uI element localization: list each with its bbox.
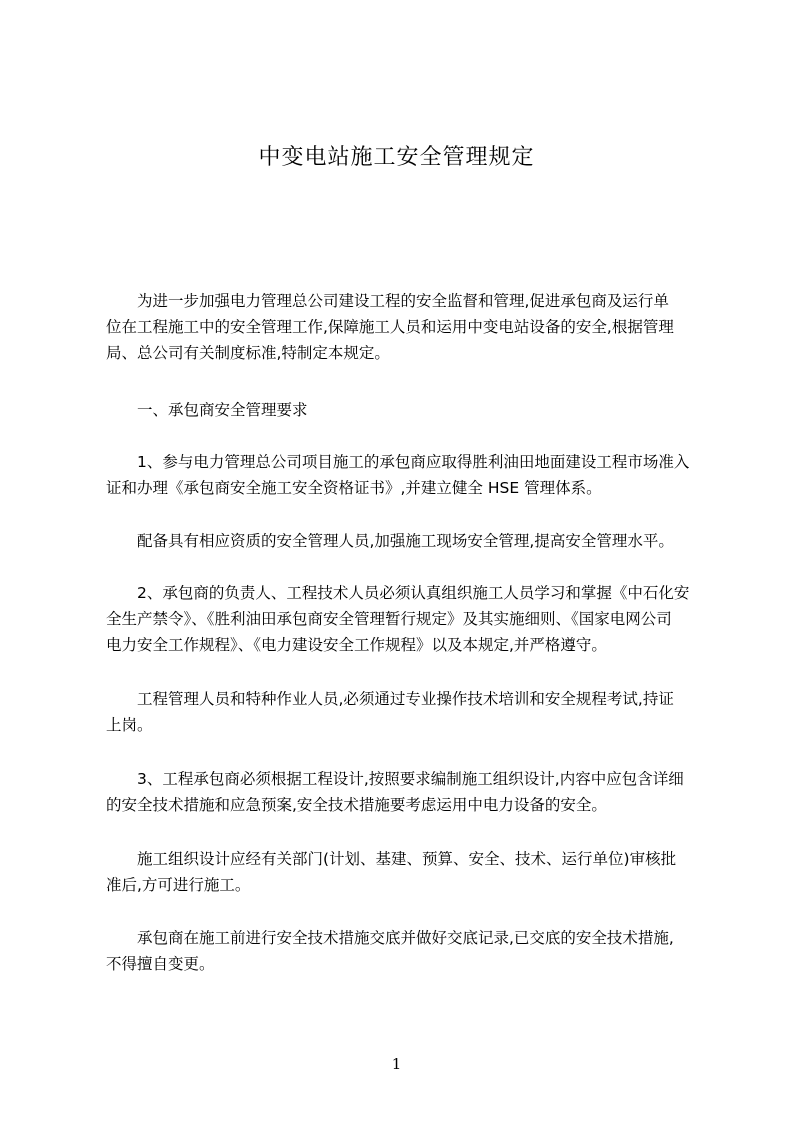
- paragraph-line: 电力安全工作规程》、《电力建设安全工作规程》以及本规定,并严格遵守。: [106, 636, 607, 654]
- paragraph-line: 准后,方可进行施工。: [106, 876, 251, 894]
- paragraph-review: [106, 846, 714, 898]
- paragraph-line: 工程管理人员和特种作业人员,必须通过专业操作技术培训和安全规程考试,持证: [106, 690, 674, 708]
- paragraph-line: 配备具有相应资质的安全管理人员,加强施工现场安全管理,提高安全管理水平。: [106, 532, 674, 550]
- paragraph-line: 一、承包商安全管理要求: [106, 401, 308, 419]
- document-title: 中变电站施工安全管理规定: [258, 145, 535, 170]
- paragraph-line: 施工组织设计应经有关部门(计划、基建、预算、安全、技术、运行单位)审核批: [106, 850, 677, 868]
- paragraph-line: 证和办理《承包商安全施工安全资格证书》,并建立健全 HSE 管理体系。: [106, 479, 602, 497]
- page-number: 1: [391, 1055, 402, 1073]
- paragraph-staffing: [106, 528, 714, 554]
- paragraph-line: 2、承包商的负责人、工程技术人员必须认真组织施工人员学习和掌握《中石化安: [106, 584, 690, 602]
- section-heading: [106, 397, 714, 423]
- paragraph-line: 1、参与电力管理总公司项目施工的承包商应取得胜利油田地面建设工程市场准入: [106, 453, 690, 471]
- paragraph-line: 全生产禁令》、《胜利油田承包商安全管理暂行规定》及其实施细则、《国家电网公司: [106, 610, 672, 628]
- paragraph-line: 的安全技术措施和应急预案,安全技术措施要考虑运用中电力设备的安全。: [106, 796, 607, 814]
- paragraph-briefing: [106, 925, 714, 977]
- paragraph-item-1: [106, 449, 714, 501]
- paragraph-line: 局、总公司有关制度标准,特制定本规定。: [106, 344, 390, 362]
- paragraph-line: 不得擅自变更。: [106, 955, 215, 973]
- paragraph-line: 为进一步加强电力管理总公司建设工程的安全监督和管理,促进承包商及运行单: [106, 292, 669, 310]
- paragraph-line: 位在工程施工中的安全管理工作,保障施工人员和运用中变电站设备的安全,根据管理: [106, 318, 674, 336]
- paragraph-item-3: [106, 766, 714, 818]
- paragraph-line: 承包商在施工前进行安全技术措施交底并做好交底记录,已交底的安全技术措施,: [106, 929, 674, 947]
- paragraph-certification: [106, 686, 714, 738]
- paragraph-item-2: [106, 580, 714, 658]
- paragraph-line: 上岗。: [106, 716, 153, 734]
- paragraph-line: 3、工程承包商必须根据工程设计,按照要求编制施工组织设计,内容中应包含详细: [106, 770, 684, 788]
- paragraph-intro: [106, 288, 714, 366]
